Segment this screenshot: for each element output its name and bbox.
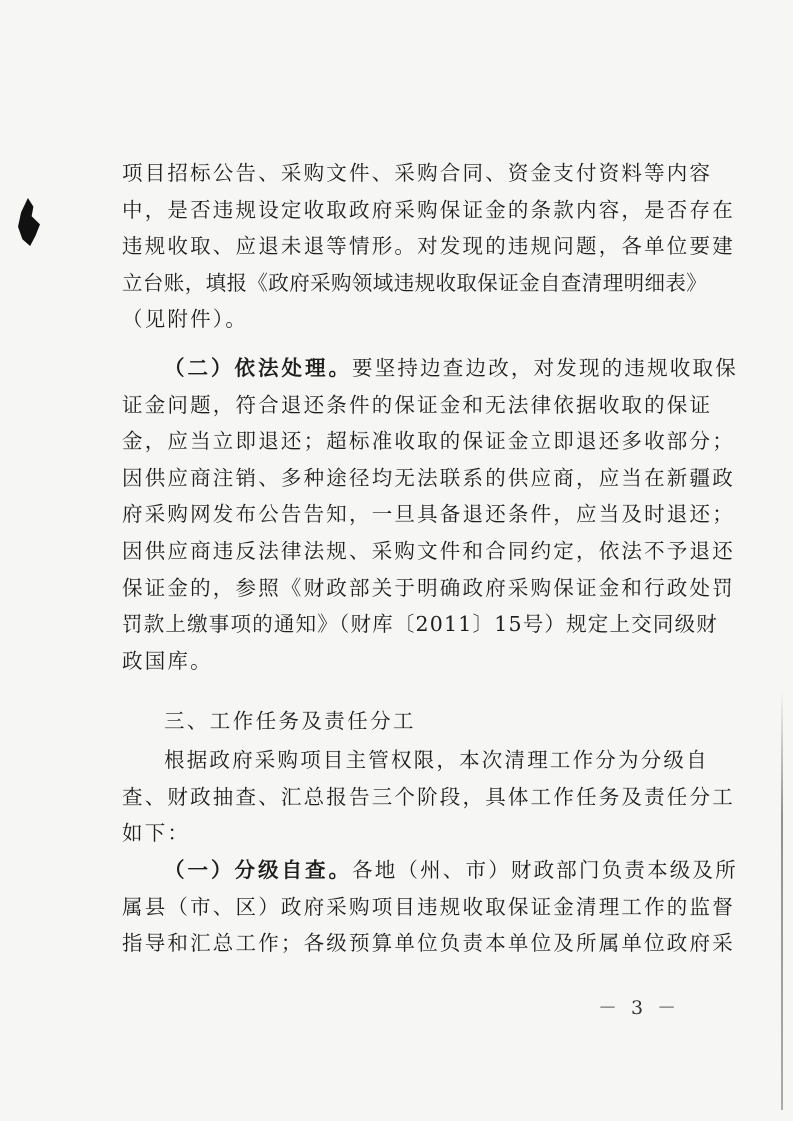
text-line: 中，是否违规设定收取政府采购保证金的条款内容，是否存在 [122,197,735,222]
text-line: 保证金的，参照《财政部关于明确政府采购保证金和行政处罚 [122,575,735,600]
scan-artifact-mark [18,198,40,246]
text-line: 府采购网发布公告告知，一旦具备退还条件，应当及时退还； [122,502,735,527]
text-line: 项目招标公告、采购文件、采购合同、资金支付资料等内容 [122,161,713,185]
subsection-lead-legal-handling: （二）依法处理。 [164,356,352,380]
text-line: 违规收取、应退未退等情形。对发现的违规问题，各单位要建 [122,234,735,259]
paragraph-legal-handling [122,350,738,679]
text-line: 因供应商违反法律法规、采购文件和合同约定，依法不予退还 [122,538,735,563]
text-span: 各地（州、市）财政部门负责本级及所 [352,858,738,882]
paragraph-tiered-self-inspection [122,852,738,962]
section-heading-tasks: 三、工作任务及责任分工 [164,709,416,733]
text-line: 如下： [122,821,191,846]
text-line: 证金问题，符合退还条件的保证金和无法律依据收取的保证 [122,392,713,417]
text-line: 属县（市、区）政府采购项目违规收取保证金清理工作的监督 [122,894,735,919]
paragraph-task-overview [122,742,735,852]
text-line: 罚款上缴事项的通知》（财库〔2011〕15号）规定上交同级财 [122,612,719,637]
paragraph-self-inspection-content [122,155,735,338]
text-line [122,852,738,889]
text-span: 要坚持边查边改，对发现的违规收取保 [352,356,738,380]
text-line [122,350,738,387]
text-line: 因供应商注销、多种途径均无法联系的供应商，应当在新疆政 [122,465,735,490]
text-line: 指导和汇总工作；各级预算单位负责本单位及所属单位政府采 [122,931,735,956]
subsection-lead-tiered-inspection: （一）分级自查。 [164,858,352,882]
text-line: 政国库。 [122,648,213,673]
text-line: （见附件）。 [122,307,248,332]
text-line: 根据政府采购项目主管权限，本次清理工作分为分级自 [164,748,709,772]
page-number: － 3 － [598,997,681,1019]
scan-edge-line [781,690,783,1110]
text-line: 查、财政抽查、汇总报告三个阶段，具体工作任务及责任分工 [122,784,735,809]
text-line: 金，应当立即退还；超标准收取的保证金立即退还多收部分； [122,429,735,454]
text-line: 立台账，填报《政府采购领域违规收取保证金自查清理明细表》 [122,270,708,295]
